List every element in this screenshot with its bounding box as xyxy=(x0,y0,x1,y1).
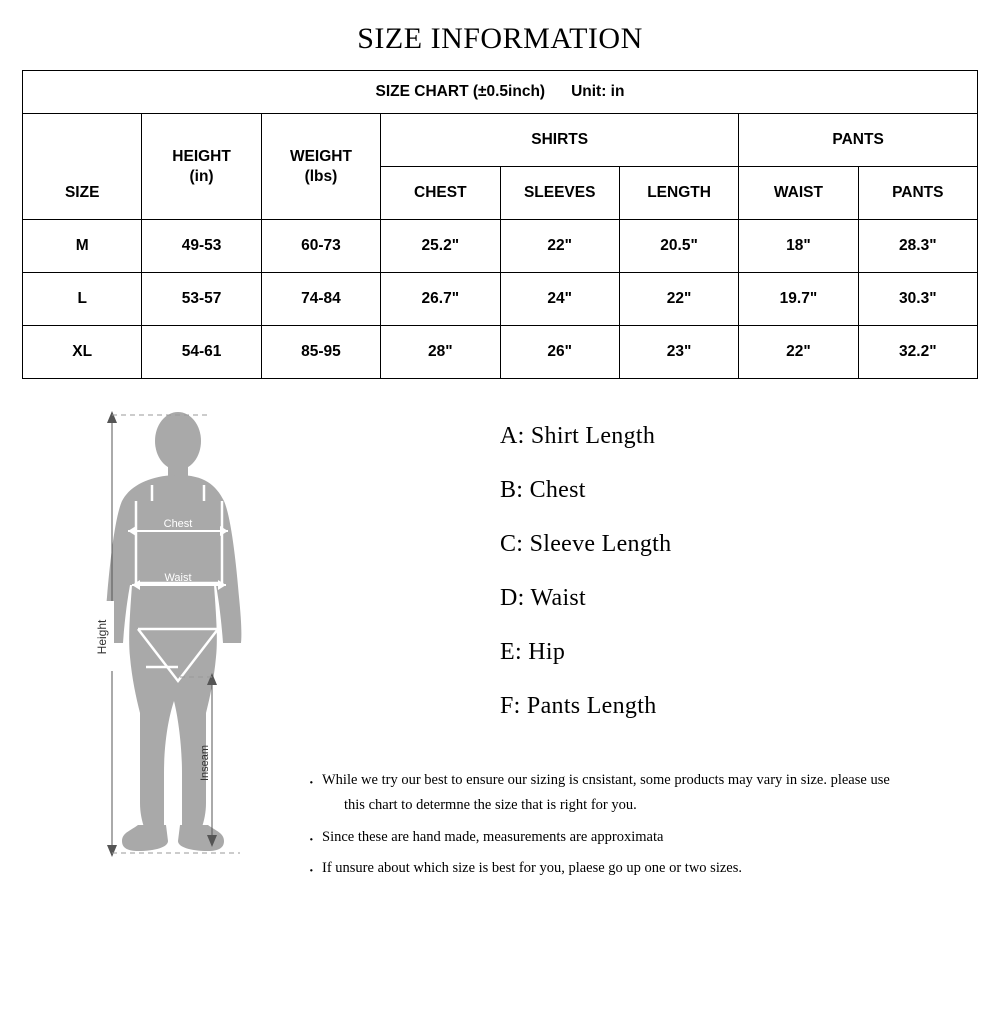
cell-chest: 26.7" xyxy=(381,273,500,326)
header-size-blank xyxy=(23,114,142,167)
cell-height: 49-53 xyxy=(142,220,261,273)
table-row xyxy=(23,326,978,379)
cell-size: L xyxy=(23,273,142,326)
note-line-1: Since these are hand made, measurements are approximata xyxy=(322,828,664,845)
table-group-header-row xyxy=(23,114,978,167)
legend-item: B: Chest xyxy=(500,477,586,503)
legend-item: E: Hip xyxy=(500,639,566,665)
table-row xyxy=(23,220,978,273)
chest-measure-band xyxy=(128,513,228,557)
cell-length: 20.5" xyxy=(619,220,738,273)
header-size: SIZE xyxy=(23,167,142,220)
header-chest: CHEST xyxy=(381,167,500,220)
cell-length: 22" xyxy=(619,273,738,326)
waist-label: Waist xyxy=(164,572,192,584)
cell-pants: 32.2" xyxy=(858,326,977,379)
cell-weight: 60-73 xyxy=(261,220,380,273)
cell-length: 23" xyxy=(619,326,738,379)
cell-chest: 25.2" xyxy=(381,220,500,273)
legend-item: F: Pants Length xyxy=(500,693,657,719)
cell-sleeves: 22" xyxy=(500,220,619,273)
header-height xyxy=(142,114,261,220)
table-banner-row xyxy=(23,71,978,114)
cell-pants: 30.3" xyxy=(858,273,977,326)
header-pants-sub: PANTS xyxy=(858,167,977,220)
note-item xyxy=(308,856,968,881)
cell-chest: 28" xyxy=(381,326,500,379)
banner-right-text: Unit: in xyxy=(571,83,625,100)
cell-sleeves: 24" xyxy=(500,273,619,326)
chest-label: Chest xyxy=(163,518,193,530)
legend-item: D: Waist xyxy=(500,585,587,611)
table-row xyxy=(23,273,978,326)
cell-pants: 28.3" xyxy=(858,220,977,273)
header-pants: PANTS xyxy=(739,114,978,167)
header-shirts: SHIRTS xyxy=(381,114,739,167)
legend-item: C: Sleeve Length xyxy=(500,531,672,557)
cell-sleeves: 26" xyxy=(500,326,619,379)
notes-list xyxy=(308,768,968,888)
size-chart-container xyxy=(22,70,978,379)
cell-weight: 74-84 xyxy=(261,273,380,326)
cell-waist: 18" xyxy=(739,220,858,273)
note-line-2: this chart to determne the size that is right for you. xyxy=(344,797,637,814)
header-weight xyxy=(261,114,380,220)
inseam-label: Inseam xyxy=(199,744,211,782)
header-weight-label: WEIGHT xyxy=(289,148,352,166)
cell-height: 54-61 xyxy=(142,326,261,379)
note-item xyxy=(308,825,968,850)
header-waist: WAIST xyxy=(739,167,858,220)
header-length: LENGTH xyxy=(619,167,738,220)
measurement-legend xyxy=(500,423,970,747)
cell-waist: 22" xyxy=(739,326,858,379)
header-weight-unit: (lbs) xyxy=(304,167,338,185)
cell-waist: 19.7" xyxy=(739,273,858,326)
cell-height: 53-57 xyxy=(142,273,261,326)
note-line-1: While we try our best to ensure our sizing is cnsistant, some products may vary in size. please use xyxy=(322,772,890,788)
height-label: Height xyxy=(95,619,109,655)
header-height-unit: (in) xyxy=(189,167,214,185)
header-sleeves: SLEEVES xyxy=(500,167,619,220)
page-title: SIZE INFORMATION xyxy=(357,22,643,55)
cell-size: XL xyxy=(23,326,142,379)
cell-weight: 85-95 xyxy=(261,326,380,379)
table-banner-cell xyxy=(23,71,978,114)
header-height-label: HEIGHT xyxy=(172,148,231,166)
banner-left-text: SIZE CHART (±0.5inch) xyxy=(375,83,546,100)
note-item xyxy=(308,768,968,819)
size-information-page xyxy=(0,22,1000,1022)
note-line-1: If unsure about which size is best for you, plaese go up one or two sizes. xyxy=(322,860,742,877)
lower-section xyxy=(0,393,1000,963)
legend-item: A: Shirt Length xyxy=(500,423,656,449)
size-chart-table xyxy=(22,70,978,379)
cell-size: M xyxy=(23,220,142,273)
